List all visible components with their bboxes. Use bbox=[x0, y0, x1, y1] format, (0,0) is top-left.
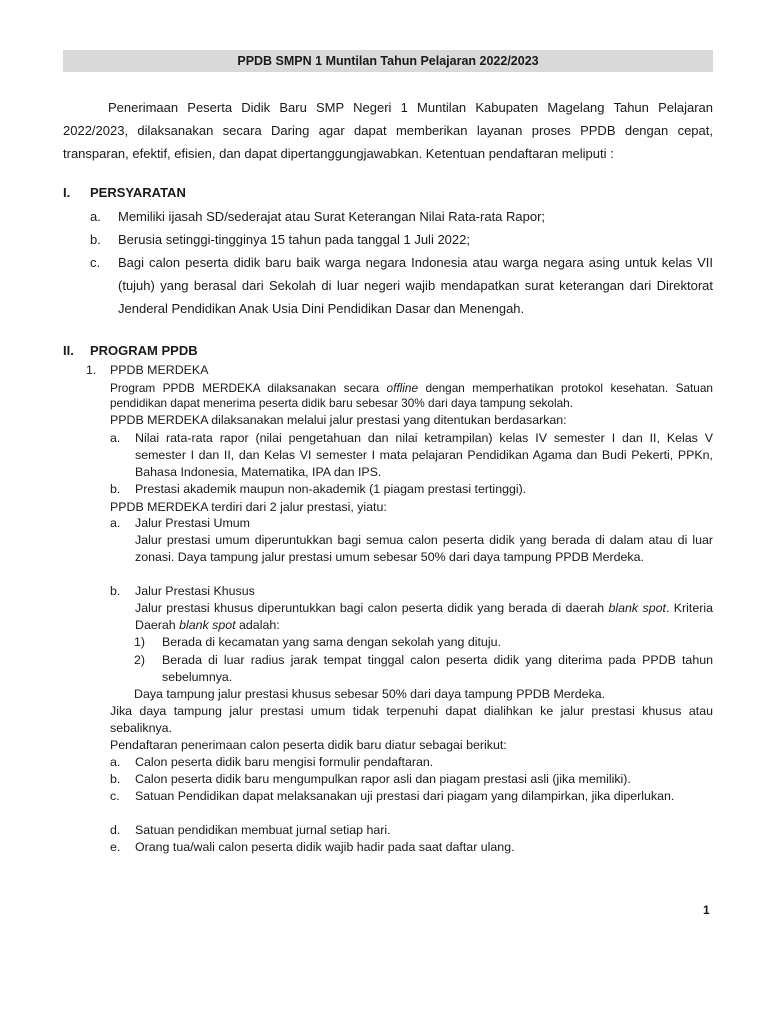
list-marker: a. bbox=[90, 209, 101, 224]
blank-spot-term: blank spot bbox=[608, 601, 666, 615]
khusus-text: adalah: bbox=[235, 618, 280, 632]
transfer-note: Jika daya tampung jalur prestasi umum tidak terpenuhi dapat dialihkan ke jalur prestasi khusus atau sebaliknya. bbox=[110, 704, 713, 735]
criteria-item bbox=[110, 430, 713, 481]
list-marker: b. bbox=[110, 772, 121, 786]
list-marker: b. bbox=[110, 482, 121, 496]
list-marker: d. bbox=[110, 823, 121, 837]
blank-spot-term: blank spot bbox=[179, 618, 236, 632]
list-text: Nilai rata-rata rapor (nilai pengetahuan dan nilai ketrampilan) kelas IV semester I dan II, Kelas V semester I dan II, dan Kelas VI semester I mata pelajaran Pendidikan Agama dan Budi Pekerti, PPKn, Bahasa Indonesia, Matematika, IPA dan IPS. bbox=[135, 431, 713, 479]
list-marker: c. bbox=[110, 789, 120, 803]
document-title: PPDB SMPN 1 Muntilan Tahun Pelajaran 2022/2023 bbox=[63, 50, 713, 72]
list-marker: a. bbox=[110, 755, 121, 769]
requirement-item bbox=[90, 251, 713, 320]
registration-intro: Pendaftaran penerimaan calon peserta didik baru diatur sebagai berikut: bbox=[110, 738, 507, 752]
jalur-intro: PPDB MERDEKA dilaksanakan melalui jalur prestasi yang ditentukan berdasarkan: bbox=[110, 413, 567, 427]
jalur-umum-desc: Jalur prestasi umum diperuntukkan bagi semua calon peserta didik yang berada di dalam atau di luar zonasi. Daya tampung jalur prestasi umum sebesar 50% dari daya tampung PPDB Merdeka. bbox=[135, 533, 713, 564]
blank-spot-criteria bbox=[134, 634, 713, 651]
section-1-number: I. bbox=[63, 185, 71, 200]
list-text: Prestasi akademik maupun non-akademik (1 piagam prestasi tertinggi). bbox=[135, 482, 527, 496]
khusus-text: Jalur prestasi khusus diperuntukkan bagi calon peserta didik yang berada di daerah bbox=[135, 601, 609, 615]
intro-paragraph: Penerimaan Peserta Didik Baru SMP Negeri 1 Muntilan Kabupaten Magelang Tahun Pelajaran 2022/2023, dilaksanakan secara Daring agar dapat memberikan layanan proses PPDB dengan cepat, transparan, efektif, efisien, dan dapat dipertanggungjawabkan. Ketentuan pendaftaran meliputi : bbox=[63, 100, 713, 161]
requirement-item bbox=[90, 228, 713, 251]
subsection-heading bbox=[86, 362, 713, 379]
subsection-number: 1. bbox=[86, 363, 97, 377]
list-marker: a. bbox=[110, 431, 121, 445]
list-text: Calon peserta didik baru mengisi formulir pendaftaran. bbox=[135, 755, 434, 769]
program-text-end: dengan memperhatikan protokol kesehatan. Satuan pendidikan dapat menerima peserta didik baru sebesar 30% dari daya tampung sekolah. bbox=[110, 381, 713, 410]
list-text: Memiliki ijasah SD/sederajat atau Surat Keterangan Nilai Rata-rata Rapor; bbox=[118, 209, 546, 224]
jalur-khusus-title: Jalur Prestasi Khusus bbox=[135, 584, 255, 598]
list-text: Berada di luar radius jarak tempat tinggal calon peserta didik yang diterima pada PPDB tahun sebelumnya. bbox=[162, 653, 713, 684]
list-marker: e. bbox=[110, 840, 121, 854]
list-text: Calon peserta didik baru mengumpulkan rapor asli dan piagam prestasi asli (jika memiliki). bbox=[135, 772, 631, 786]
subsection-title: PPDB MERDEKA bbox=[110, 363, 209, 377]
list-text: Bagi calon peserta didik baru baik warga negara Indonesia atau warga negara asing untuk kelas VII (tujuh) yang berasal dari Sekolah di luar negeri wajib mendapatkan surat keterangan dari Direktorat Jenderal Pendidikan Anak Usia Dini Pendidikan Dasar dan Menengah. bbox=[118, 255, 713, 316]
list-text: Satuan pendidikan membuat jurnal setiap hari. bbox=[135, 823, 391, 837]
list-marker: c. bbox=[90, 255, 101, 270]
registration-item bbox=[110, 771, 713, 788]
jalur-umum bbox=[110, 515, 713, 566]
registration-item bbox=[110, 754, 713, 771]
khusus-text: . Kriteria Daerah bbox=[135, 601, 714, 632]
requirement-item bbox=[90, 205, 713, 228]
page-number: 1 bbox=[703, 903, 710, 917]
jalur-umum-title: Jalur Prestasi Umum bbox=[135, 516, 250, 530]
list-marker: a. bbox=[110, 516, 121, 530]
khusus-capacity: Daya tampung jalur prestasi khusus sebesar 50% dari daya tampung PPDB Merdeka. bbox=[134, 687, 606, 701]
registration-item bbox=[110, 788, 713, 805]
list-text: Berada di kecamatan yang sama dengan sekolah yang dituju. bbox=[162, 635, 501, 649]
list-marker: 1) bbox=[134, 635, 146, 649]
jalur-khusus-desc bbox=[135, 600, 713, 634]
section-2-number: II. bbox=[63, 343, 74, 358]
jalur-khusus bbox=[110, 583, 713, 634]
jalur-count: PPDB MERDEKA terdiri dari 2 jalur prestasi, yiatu: bbox=[110, 500, 387, 514]
list-marker: 2) bbox=[134, 653, 146, 667]
section-2-title: PROGRAM PPDB bbox=[90, 343, 198, 358]
section-1-title: PERSYARATAN bbox=[90, 185, 186, 200]
registration-item bbox=[110, 822, 713, 839]
program-description bbox=[110, 381, 713, 411]
list-marker: b. bbox=[110, 584, 121, 598]
registration-item bbox=[110, 839, 713, 856]
blank-spot-criteria bbox=[134, 652, 713, 686]
program-text: Program PPDB MERDEKA dilaksanakan secara bbox=[110, 381, 387, 395]
program-offline-term: offline bbox=[386, 381, 419, 395]
list-text: Orang tua/wali calon peserta didik wajib hadir pada saat daftar ulang. bbox=[135, 840, 515, 854]
list-marker: b. bbox=[90, 232, 101, 247]
list-text: Satuan Pendidikan dapat melaksanakan uji prestasi dari piagam yang dilampirkan, jika diperlukan. bbox=[135, 789, 675, 803]
criteria-item bbox=[110, 481, 713, 498]
list-text: Berusia setinggi-tingginya 15 tahun pada tanggal 1 Juli 2022; bbox=[118, 232, 470, 247]
